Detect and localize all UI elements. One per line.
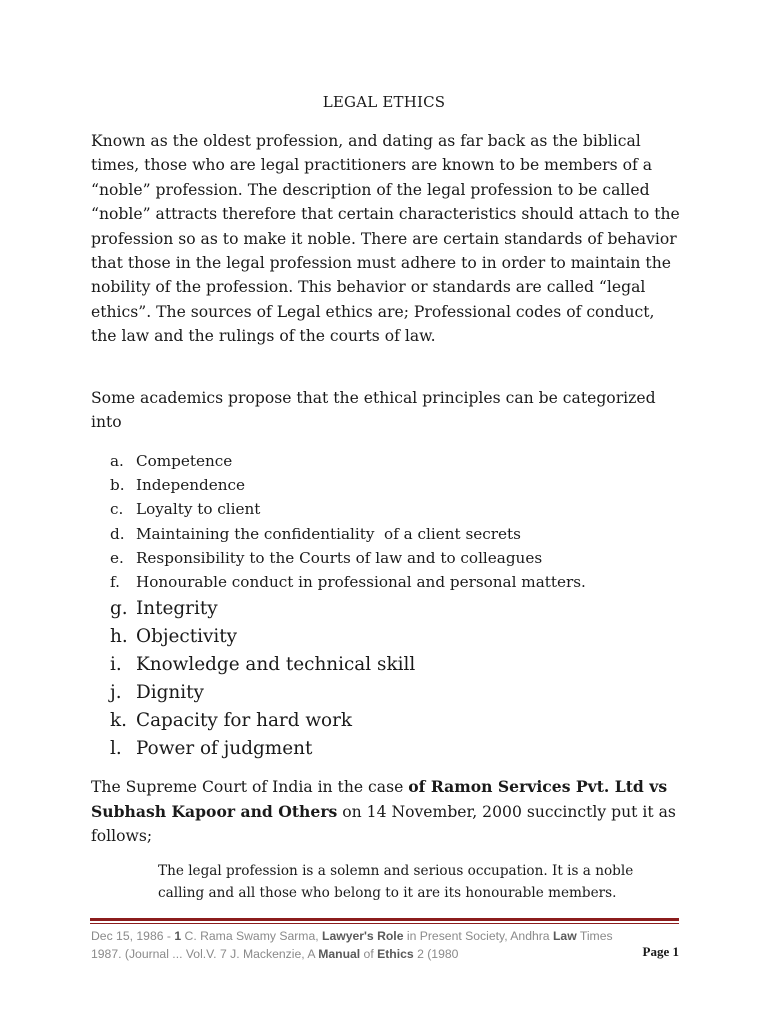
footer-text-bold: 1 [174,929,182,943]
list-item [110,449,690,473]
footer-text-bold: Lawyer's Role [322,929,404,943]
case-citation-pre: The Supreme Court of India in the case [91,778,409,796]
case-name: of Ramon Services Pvt. Ltd vs Subhash Kapoor and Others [91,777,668,821]
list-marker: k. [110,710,127,731]
list-item [110,651,690,679]
list-marker: a. [110,452,124,470]
list-item [110,473,690,497]
case-citation-post: on 14 November, 2000 succinctly put it as follows; [91,802,676,846]
list-item-text: Knowledge and technical skill [136,654,416,675]
list-marker: f. [110,573,120,592]
list-item [110,679,690,707]
footer-text: C. Rama Swamy Sarma, [181,929,322,943]
list-item-text: Integrity [136,598,218,619]
footer-text-bold: Law [552,929,577,943]
footer-text: 1987. (Journal ... Vol.V. 7 J. Mackenzie, A [91,947,319,961]
list-marker: b. [110,476,125,495]
footer-text: of [360,947,378,961]
list-marker: g. [110,598,128,619]
block-quote: The legal profession is a solemn and serious occupation. It is a noble calling and all those who belong to it are its honourable members. [158,863,634,901]
case-citation-paragraph [91,775,681,849]
list-item-text: Independence [136,476,245,495]
list-item-text: Maintaining the confidentiality of a client secrets [136,524,521,543]
list-item [110,735,690,763]
list-item-text: Competence [136,452,233,470]
list-marker: l. [110,738,122,759]
list-item-text: Loyalty to client [136,500,261,519]
footer-line-2 [91,945,679,963]
categories-intro-paragraph: Some academics propose that the ethical principles can be categorized into [91,389,656,432]
list-item [110,546,690,570]
list-marker: h. [110,626,128,647]
intro-paragraph: Known as the oldest profession, and dating as far back as the biblical times, those who are legal practitioners are known to be members of a “noble” profession. The description of the legal profession to be called “noble” attracts therefore that certain characteristics should attach to the profession so as to make it noble. There are certain standards of behavior that those in the legal profession must adhere to in order to maintain the nobility of the profession. This behavior or standards are called “legal ethics”. The sources of Legal ethics are; Professional codes of conduct, the law and the rulings of the courts of law. [91,132,680,346]
footer-text-bold: Ethics [377,947,414,961]
footer [91,927,679,963]
list-item-text: Responsibility to the Courts of law and to colleagues [136,548,543,567]
footer-divider-thin [90,923,679,924]
footer-text: in Present Society, Andhra [403,929,553,943]
list-item-text: Dignity [136,682,204,703]
document-title: LEGAL ETHICS [322,93,446,111]
list-item [110,522,690,546]
principles-list-g-to-l [110,595,690,763]
list-item [110,497,690,521]
list-marker: c. [110,500,124,519]
list-item-text: Honourable conduct in professional and personal matters. [136,573,586,592]
list-marker: i. [110,654,122,675]
list-item-text: Capacity for hard work [136,710,353,731]
list-marker: e. [110,548,124,567]
footer-divider-thick [90,918,679,921]
principles-list-a-to-f [110,449,690,594]
list-item [110,707,690,735]
footer-text: Dec 15, 1986 - [91,929,175,943]
footer-text: 2 (1980 [413,947,459,961]
footer-text: Times [576,929,613,943]
list-marker: j. [110,682,122,703]
list-item [110,595,690,623]
footer-text-bold: Manual [318,947,361,961]
list-item-text: Power of judgment [136,738,313,759]
list-item-text: Objectivity [136,626,238,647]
page-number: Page 1 [642,944,679,959]
list-item [110,623,690,651]
footer-line-1 [91,927,679,945]
list-item [110,570,690,594]
list-marker: d. [110,524,125,543]
